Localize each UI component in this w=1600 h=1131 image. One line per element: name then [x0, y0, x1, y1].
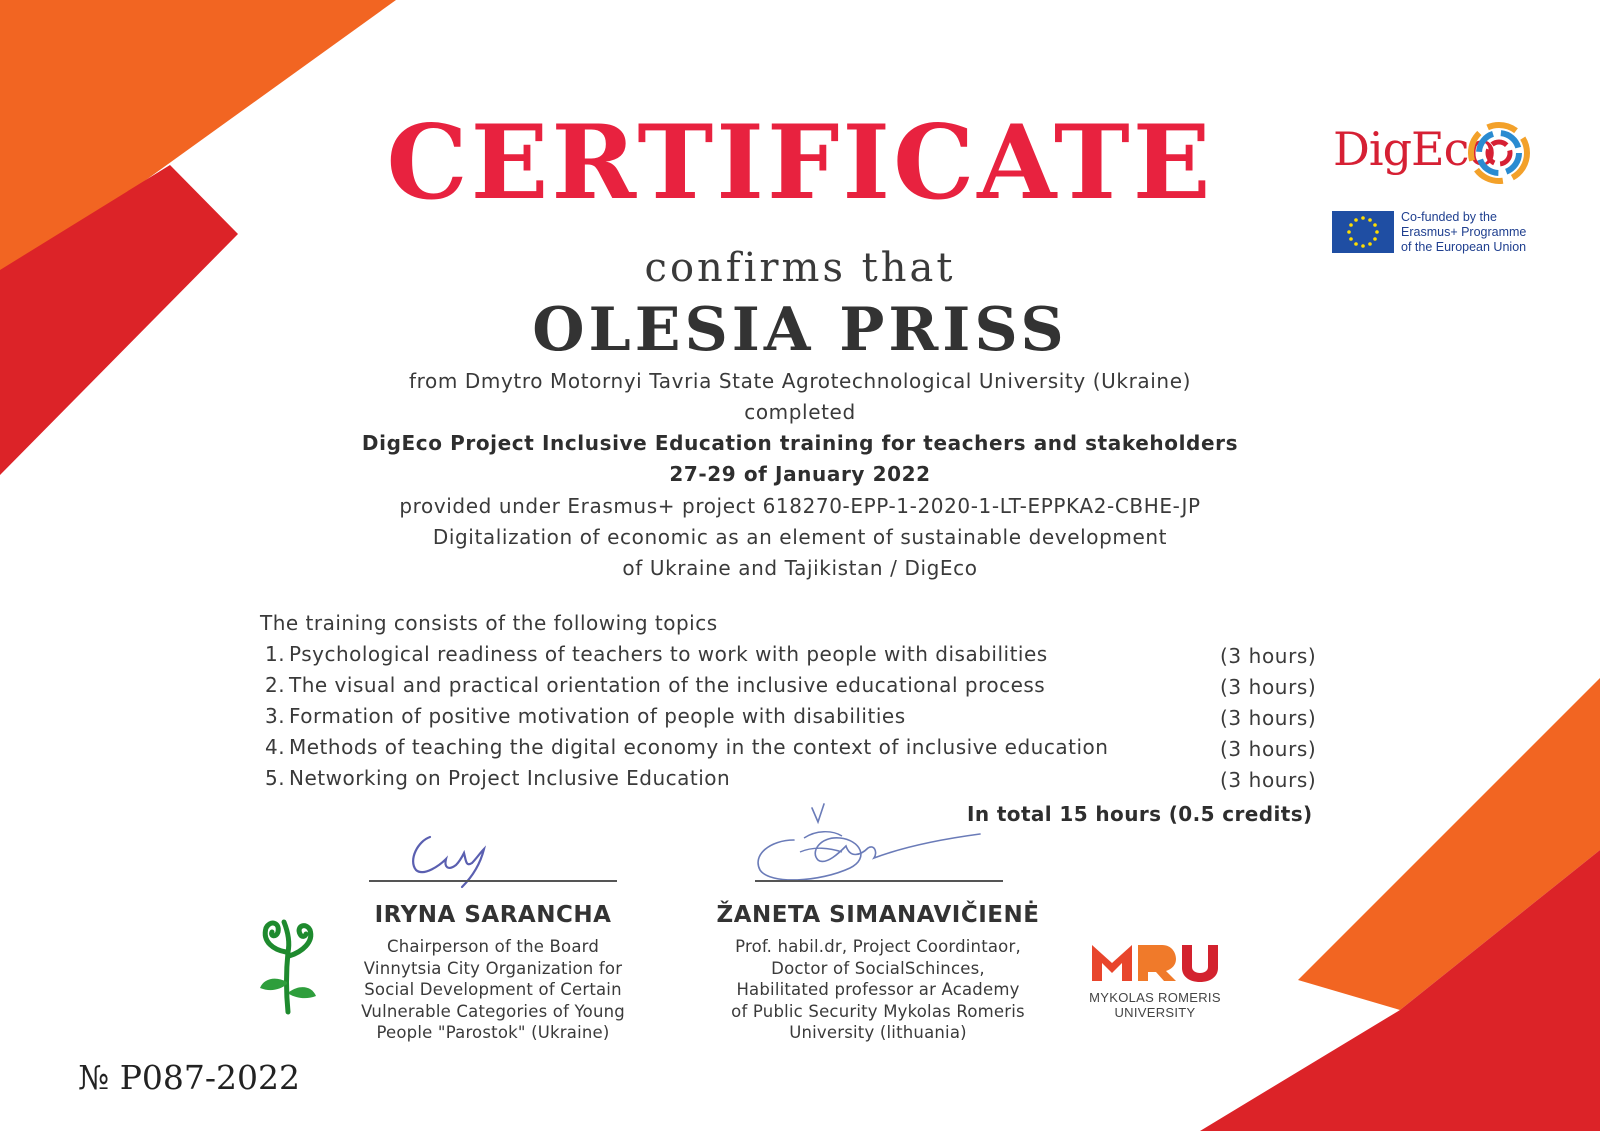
certificate-title: CERTIFICATE	[386, 103, 1214, 223]
topic-text: Formation of positive motivation of people with disabilities	[289, 704, 906, 728]
role-line: People "Parostok" (Ukraine)	[376, 1023, 610, 1042]
topic-item	[265, 642, 1048, 666]
eu-cofunded-text	[1401, 210, 1526, 255]
mru-logo-text	[1080, 990, 1230, 1020]
eu-line: Erasmus+ Programme	[1401, 225, 1527, 239]
topic-number: 5.	[265, 766, 286, 790]
role-line: Chairperson of the Board	[386, 937, 600, 956]
role-line: Doctor of SocialSchinces,	[771, 958, 985, 978]
topic-text: Methods of teaching the digital economy in the context of inclusive education	[289, 735, 1109, 759]
signature-line	[369, 880, 617, 882]
role-line: of Public Security Mykolas Romeris	[731, 1001, 1025, 1021]
recipient-name: OLESIA PRISS	[532, 295, 1068, 365]
plant-logo-icon	[256, 912, 320, 1016]
eu-flag-icon	[1332, 211, 1394, 253]
signature-line	[755, 880, 1003, 882]
confirms-text: confirms that	[644, 245, 956, 291]
training-dates: 27-29 of January 2022	[669, 462, 931, 486]
topic-number: 3.	[265, 704, 286, 728]
project-number-text: provided under Erasmus+ project 618270-EPP-1-2020-1-LT-EPPKA2-CBHE-JP	[399, 494, 1201, 518]
certificate-serial-number: № P087-2022	[78, 1058, 301, 1097]
topic-number: 2.	[265, 673, 286, 697]
completed-text: completed	[744, 400, 856, 424]
role-line: Vulnerable Categories of Young	[361, 1001, 625, 1021]
training-title: DigEco Project Inclusive Education training for teachers and stakeholders	[361, 431, 1239, 455]
role-line: University (lithuania)	[789, 1023, 967, 1042]
topics-heading: The training consists of the following topics	[260, 611, 718, 635]
total-hours: In total 15 hours (0.5 credits)	[967, 802, 1313, 826]
signatory-1-role	[323, 936, 663, 1044]
digeco-globe-icon	[1468, 122, 1530, 184]
topic-item	[265, 673, 1045, 697]
affiliation-text: from Dmytro Motornyi Tavria State Agrotechnological University (Ukraine)	[408, 369, 1192, 393]
role-line: Habilitated professor ar Academy	[736, 980, 1020, 999]
signatory-2-role	[698, 936, 1058, 1044]
project-name-line-1: Digitalization of economic as an element of sustainable development	[432, 525, 1168, 549]
topic-hours: (3 hours)	[1220, 737, 1317, 761]
mru-line: MYKOLAS ROMERIS	[1089, 990, 1221, 1005]
digeco-logo: DigEco	[1333, 122, 1496, 176]
signatory-1-name: IRYNA SARANCHA	[374, 902, 612, 928]
topic-text: The visual and practical orientation of the inclusive educational process	[289, 673, 1046, 697]
topic-item	[265, 735, 1108, 759]
role-line: Prof. habil.dr, Project Coordintaor,	[735, 937, 1021, 956]
topic-item	[265, 704, 906, 728]
topic-number: 1.	[265, 642, 286, 666]
signature-icon	[400, 815, 510, 895]
role-line: Vinnytsia City Organization for	[363, 958, 623, 978]
mru-logo-icon	[1092, 941, 1220, 983]
topic-hours: (3 hours)	[1220, 675, 1317, 699]
mru-line: UNIVERSITY	[1114, 1005, 1196, 1020]
topic-hours: (3 hours)	[1220, 706, 1317, 730]
topic-text: Psychological readiness of teachers to work with people with disabilities	[289, 642, 1048, 666]
eu-line: of the European Union	[1401, 240, 1527, 254]
eu-line: Co-funded by the	[1401, 210, 1497, 224]
topic-number: 4.	[265, 735, 286, 759]
project-name-line-2: of Ukraine and Tajikistan / DigEco	[622, 556, 978, 580]
signatory-2-name: ŽANETA SIMANAVIČIENĖ	[716, 902, 1040, 928]
signature-icon	[750, 800, 990, 890]
role-line: Social Development of Certain	[364, 980, 622, 999]
topic-hours: (3 hours)	[1220, 644, 1317, 668]
topic-item	[265, 766, 730, 790]
topic-text: Networking on Project Inclusive Education	[289, 766, 731, 790]
topic-hours: (3 hours)	[1220, 768, 1317, 792]
